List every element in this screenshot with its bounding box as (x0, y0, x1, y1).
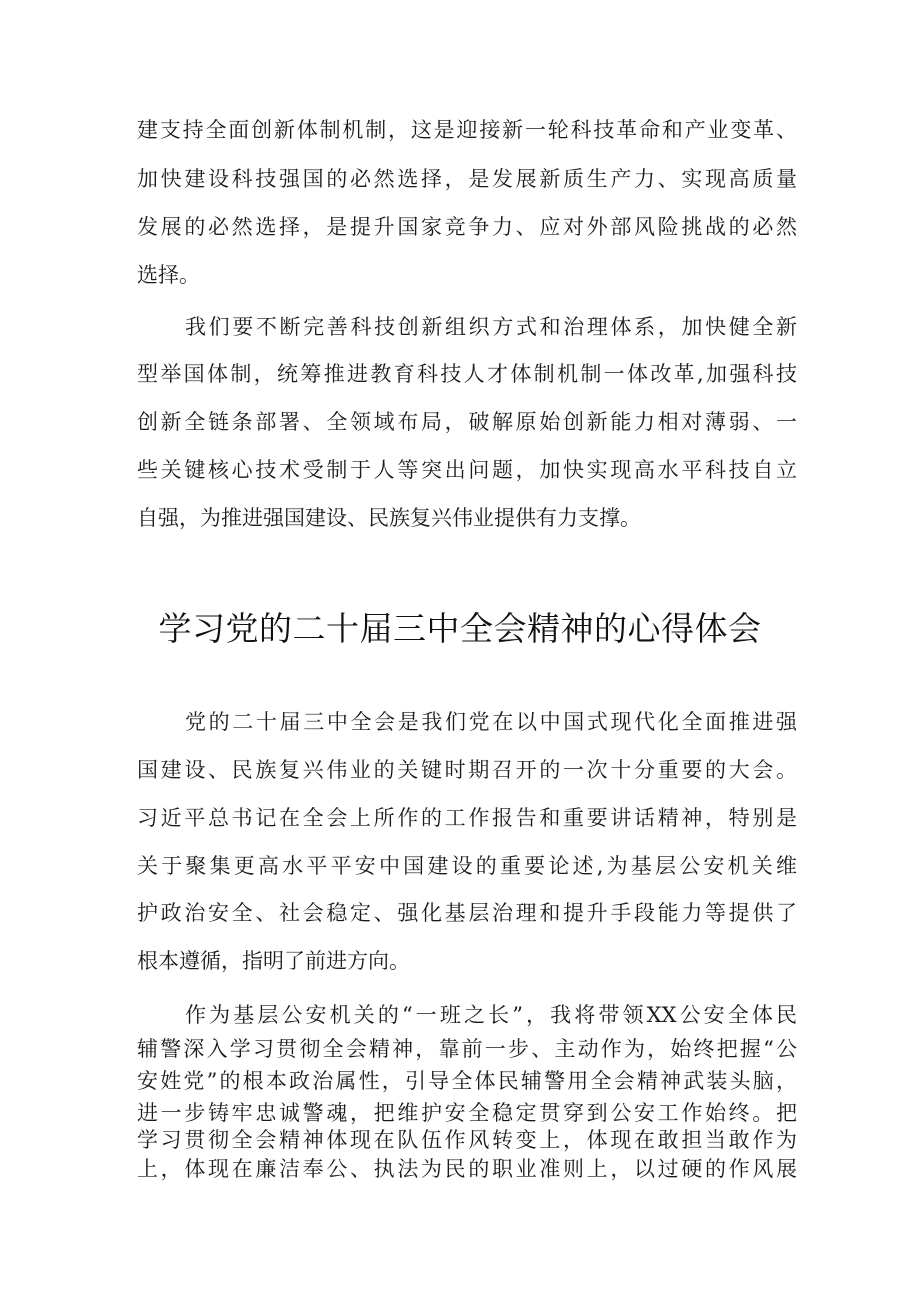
text-line: 创新全链条部署、全领域布局，破解原始创新能力相对薄弱、一 (137, 410, 797, 434)
text-line: 加快建设科技强国的必然选择，是发展新质生产力、实现高质量 (137, 167, 797, 191)
page-title: 学习党的二十届三中全会精神的心得体会 (158, 609, 762, 648)
text-line: 我们要不断完善科技创新组织方式和治理体系，加快健全新 (185, 315, 797, 339)
text-line: 辅警深入学习贯彻全会精神，靠前一步、主动作为，始终把握“公 (137, 1037, 797, 1061)
text-line: 建支持全面创新体制机制，这是迎接新一轮科技革命和产业变革、 (137, 118, 797, 142)
text-line: 上，体现在廉洁奉公、执法为民的职业准则上，以过硬的作风展 (137, 1157, 797, 1181)
text-line: 些关键核心技术受制于人等突出问题，加快实现高水平科技自立 (137, 458, 797, 482)
text-line: 发展的必然选择，是提升国家竞争力、应对外部风险挑战的必然 (137, 215, 797, 239)
text-line: 作为基层公安机关的“一班之长”，我将带领XX公安全体民 (185, 1003, 797, 1027)
text-line: 党的二十届三中全会是我们党在以中国式现代化全面推进强 (185, 710, 797, 734)
text-line: 型举国体制，统筹推进教育科技人才体制机制一体改革,加强科技 (137, 362, 797, 386)
text-line: 自强，为推进强国建设、民族复兴伟业提供有力支撑。 (137, 506, 641, 530)
text-line: 国建设、民族复兴伟业的关键时期召开的一次十分重要的大会。 (137, 758, 797, 782)
text-line: 学习贯彻全会精神体现在队伍作风转变上，体现在敢担当敢作为 (137, 1128, 797, 1152)
text-line: 习近平总书记在全会上所作的工作报告和重要讲话精神，特别是 (137, 806, 797, 830)
text-line: 安姓党”的根本政治属性，引导全体民辅警用全会精神武装头脑， (137, 1069, 797, 1093)
text-line: 选择。 (137, 263, 200, 287)
text-line: 护政治安全、社会稳定、强化基层治理和提升手段能力等提供了 (137, 901, 797, 925)
text-line: 关于聚集更高水平平安中国建设的重要论述,为基层公安机关维 (137, 854, 797, 878)
text-line: 根本遵循，指明了前进方向。 (137, 949, 410, 973)
text-line: 进一步铸牢忠诚警魂，把维护安全稳定贯穿到公安工作始终。把 (137, 1101, 797, 1125)
